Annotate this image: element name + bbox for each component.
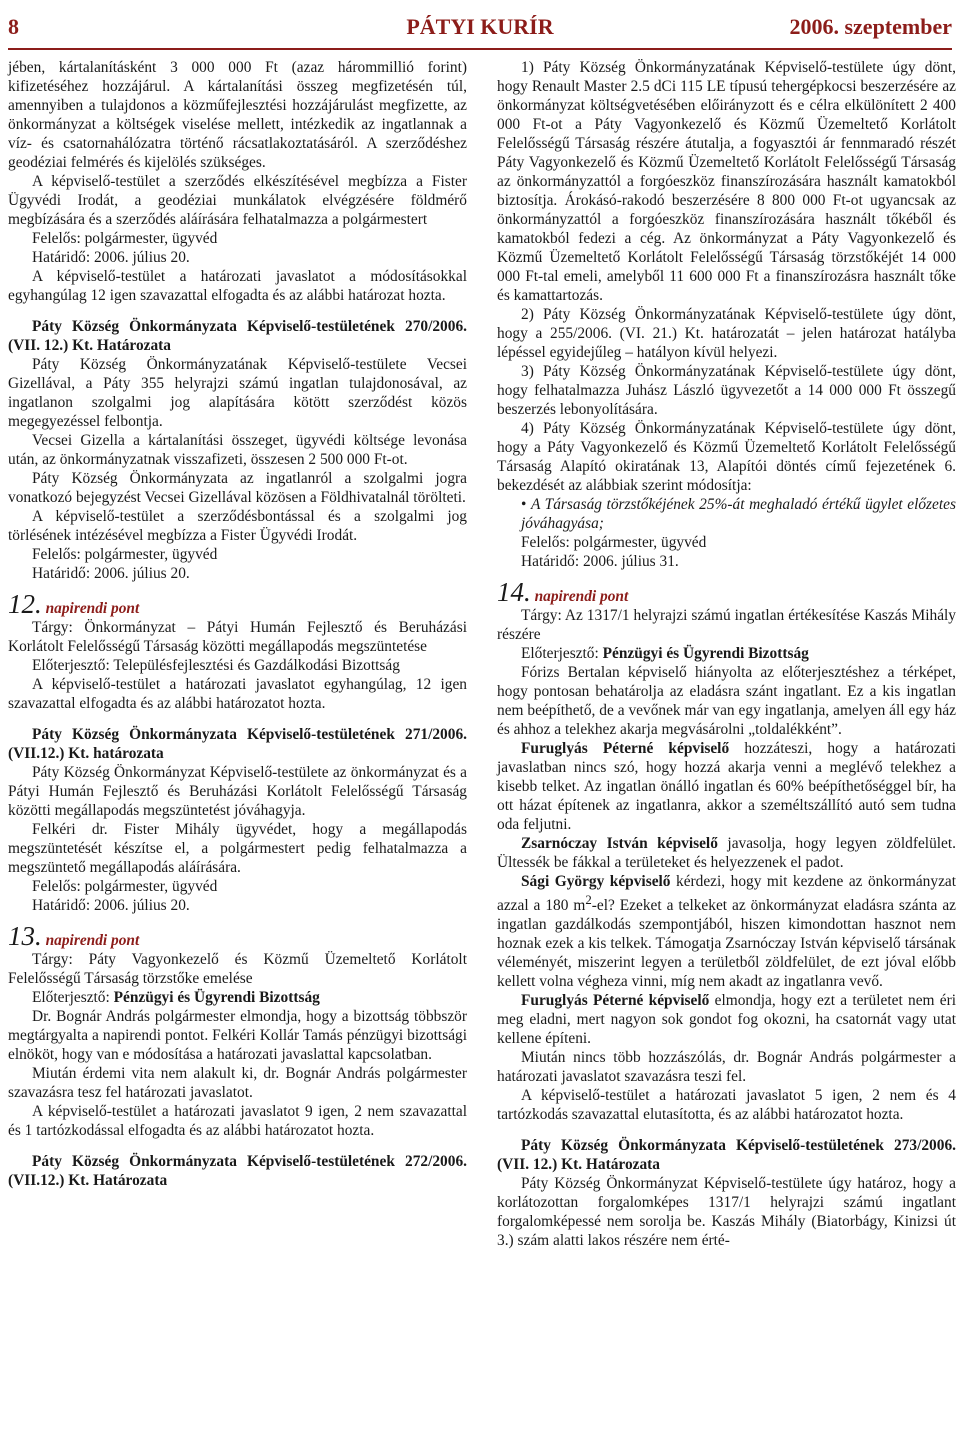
paragraph: Tárgy: Páty Vagyonkezelő és Közmű Üzemeltető Korlátolt Felelősségű Társaság törzstőke emelése bbox=[8, 951, 467, 987]
presenter-line: Előterjesztő: Településfejlesztési és Gazdálkodási Bizottság bbox=[32, 657, 400, 674]
deadline-line: Határidő: 2006. július 31. bbox=[521, 553, 679, 570]
paragraph: Páty Község Önkormányzat Képviselő-testülete úgy határoz, hogy a korlátozottan forgalomképes 1317/1 helyrajzi számú ingatlant forgalomképessé nem sorolja be. Kaszás Mihály (Biatorbágy, Kinizsi út 3.) szám alatti lakos részére nem érté- bbox=[497, 1175, 956, 1250]
paragraph: Felkéri dr. Fister Mihály ügyvédet, hogy a megállapodás megszüntetését készítse el, a polgármestert pedig felhatalmazza a megszüntető megállapodás aláírására. bbox=[8, 821, 467, 876]
speaker-name: Furuglyás Péterné képviselő bbox=[521, 740, 730, 757]
page-number: 8 bbox=[8, 14, 19, 39]
responsible-line: Felelős: polgármester, ügyvéd bbox=[32, 230, 218, 247]
paragraph: Furuglyás Péterné képviselő hozzáteszi, hogy a határozati javaslatban nincs szó, hogy hozzá akarja venni a meglévő telekhez a kisebb telket. Az ingatlan önálló ingatlan és 60% beépíthetőséggel bír, ha ott házat építenek az ingatlanra, akkor a személtszállító autó sem tudna oda feljutni. bbox=[497, 740, 957, 833]
resolution-title: Páty Község Önkormányzata Képviselő-testületének 272/2006. (VII.12.) Kt. Határozata bbox=[8, 1153, 467, 1189]
speaker-name: Zsarnóczay István képviselő bbox=[521, 835, 718, 852]
responsible-line: Felelős: polgármester, ügyvéd bbox=[32, 878, 218, 895]
paragraph: A képviselő-testület a határozati javaslatot 9 igen, 2 nem szavazattal és 1 tartózkodással elfogadta és az alábbi határozatot hozta. bbox=[8, 1103, 467, 1139]
agenda-label: napirendi pont bbox=[45, 600, 140, 617]
presenter-line: Előterjesztő: Pénzügyi és Ügyrendi Bizottság bbox=[521, 645, 809, 662]
paragraph: Zsarnóczay István képviselő javasolja, hogy legyen zöldfelület. Ültessék be fákkal a területeket és helyezzenek el padot. bbox=[497, 835, 956, 871]
header-rule bbox=[8, 48, 952, 50]
agenda-heading bbox=[8, 923, 467, 950]
paragraph: Miután érdemi vita nem alakult ki, dr. Bognár András polgármester szavazásra tesz fel határozati javaslatot. bbox=[8, 1065, 467, 1101]
paragraph: Vecsei Gizella a kártalanítási összeget, ügyvédi költsége levonása után, az önkormányzatnak visszafizeti, összesen 2 500 000 Ft-ot. bbox=[8, 432, 467, 468]
committee-name: Pénzügyi és Ügyrendi Bizottság bbox=[113, 989, 320, 1006]
speaker-name: Sági György képviselő bbox=[521, 873, 671, 890]
presenter-line: Előterjesztő: Pénzügyi és Ügyrendi Bizottság bbox=[32, 989, 320, 1006]
right-column bbox=[497, 58, 956, 1250]
deadline-line: Határidő: 2006. július 20. bbox=[32, 897, 190, 914]
bullet-icon: • bbox=[521, 496, 531, 513]
agenda-heading bbox=[497, 579, 956, 606]
paragraph: A képviselő-testület a határozati javaslatot 5 igen, 2 nem és 4 tartózkodás szavazattal elutasította, és az alábbi határozatot hozta. bbox=[497, 1087, 956, 1124]
paragraph: A képviselő-testület a szerződésbontással és a szolgalmi jog törlésének intézésével megbízza a Fister Ügyvédi Irodát. bbox=[8, 508, 467, 544]
paragraph: A képviselő-testület a szerződés elkészítésével megbízza a Fister Ügyvédi Irodát, a geodéziai munkálatok elvégzésére földmérő megbízására és a szerződés aláírására felhatalmazza a polgármestert bbox=[8, 173, 467, 228]
paragraph: Tárgy: Az 1317/1 helyrajzi számú ingatlan értékesítése Kaszás Mihály részére bbox=[497, 607, 956, 643]
resolution-title: Páty Község Önkormányzata Képviselő-testületének 271/2006. (VII.12.) Kt. határozata bbox=[8, 726, 467, 762]
agenda-number: 13. bbox=[8, 921, 42, 951]
paragraph: Páty Község Önkormányzata az ingatlanról a szolgalmi jogra vonatkozó bejegyzést Vecsei Gizellával közösen a Földhivatalnál törölteti. bbox=[8, 470, 467, 506]
paragraph: 2) Páty Község Önkormányzatának Képviselő-testülete úgy dönt, hogy a 255/2006. (VI. 21.) Kt. határozatát – jelen határozat hatályba lépéssel egyidejűleg – hatályon kívül helyezi. bbox=[497, 306, 956, 361]
paragraph: Miután nincs több hozzászólás, dr. Bognár András polgármester a határozati javaslatot szavazásra teszi fel. bbox=[497, 1049, 956, 1086]
agenda-number: 14. bbox=[497, 577, 531, 607]
responsible-line: Felelős: polgármester, ügyvéd bbox=[32, 546, 218, 563]
resolution-title: Páty Község Önkormányzata Képviselő-testületének 270/2006. (VII. 12.) Kt. Határozata bbox=[8, 318, 467, 354]
paragraph: 4) Páty Község Önkormányzatának Képviselő-testülete úgy dönt, hogy a Páty Vagyonkezelő és Közmű Üzemeltető Korlátolt Felelősségű Társaság Alapító okiratának 13, Alapítói döntés című fejezetének 6. bekezdését az alábbiak szerint módosítja: bbox=[497, 420, 956, 494]
committee-name: Pénzügyi és Ügyrendi Bizottság bbox=[602, 645, 809, 662]
bullet-item: • A Társaság törzstőkéjének 25%-át meghaladó értékű ügylet előzetes jóváhagyása; bbox=[521, 496, 956, 532]
left-column bbox=[8, 58, 467, 1190]
issue-date: 2006. szeptember bbox=[789, 14, 952, 39]
paragraph: jében, kártalanításként 3 000 000 Ft (azaz hárommillió forint) kifizetéséhez hozzájárul. A kártalanítási összeg megfizetésén túl, amennyiben a tulajdonos a közműfejlesztési hozzájárulást megfizette, az önkormányzat a költségek viselése mellett, intézkedik az ingatlannak a víz- és csatornahálózatra történő rácsatlakoztatásáról. A szerződéshez geodéziai felmérés és kijelölés szükséges. bbox=[8, 59, 467, 171]
agenda-label: napirendi pont bbox=[534, 588, 629, 605]
paragraph: Páty Község Önkormányzatának Képviselő-testülete Vecsei Gizellával, a Páty 355 helyrajzi számú ingatlan tulajdonosával, az ingatlanon szolgalmi jog alapítására kötött szerződést közös megegyezéssel felbontja. bbox=[8, 356, 467, 430]
paragraph: Fórizs Bertalan képviselő hiányolta az előterjesztéshez a térképet, hogy pontosan behatárolja az eladásra szánt ingatlant. Ez a kis ingatlan nem beépíthető, de a vevőnek már van egy ingatlanja, amelyen áll egy ház és ahhoz a telekhez akarja megvásárolni „toldalékként”. bbox=[497, 664, 956, 738]
paragraph: Páty Község Önkormányzat Képviselő-testülete az önkormányzat és a Pátyi Humán Fejlesztő és Beruházási Korlátolt Felelősségű Társaság közötti megállapodás megszüntetést jóváhagyja. bbox=[8, 764, 467, 819]
speaker-name: Furuglyás Péterné képviselő bbox=[521, 992, 710, 1010]
paragraph: 1) Páty Község Önkormányzatának Képviselő-testülete úgy dönt, hogy Renault Master 2.5 dCi 115 LE típusú tehergépkocsi beszerzésére az önkormányzat költségvetésében előirányzott és e célra elkülönített 2 400 000 Ft-ot a Páty Vagyonkezelő és Közmű Üzemeltető Korlátolt Felelősségű Társaság részére átutalja, a fogyasztói ár fennmaradó részét Páty Vagyonkezelő és Közmű Üzemeltető Korlátolt Felelősségű Társaság az önkormányzattól a forgóeszköz finanszírozására használt kamatokból biztosítja. Árokásó-rakodó beszerzésére 8 800 000 Ft-ot ugyancsak az önkormányzattól a forgóeszköz finanszírozására használt tőkéből és kamatokból fedezi a cég. Az önkormányzat a Páty Vagyonkezelő és Közmű Üzemeltető Korlátolt Felelősségű Társaság törzstőkéjét 14 000 000 Ft-tal emeli, amelyből 11 600 000 Ft a finanszírozásra használt tőke és kamattartozás. bbox=[497, 59, 956, 304]
deadline-line: Határidő: 2006. július 20. bbox=[32, 565, 190, 582]
paragraph: Tárgy: Önkormányzat – Pátyi Humán Fejlesztő és Beruházási Korlátolt Felelősségű Társaság közötti megállapodás megszüntetése bbox=[8, 619, 467, 655]
paragraph: Dr. Bognár András polgármester elmondja, hogy a bizottság többször megtárgyalta a napirendi pontot. Felkéri Kollár Tamás pénzügyi bizottsági elnököt, hogy van e módosítása a határozati javaslattal kapcsolatban. bbox=[8, 1008, 467, 1063]
agenda-heading bbox=[8, 591, 467, 618]
responsible-line: Felelős: polgármester, ügyvéd bbox=[521, 534, 707, 551]
publication-title: PÁTYI KURÍR bbox=[406, 14, 554, 39]
page-header bbox=[8, 14, 952, 42]
paragraph: A képviselő-testület a határozati javaslatot egyhangúlag, 12 igen szavazattal elfogadta és az alábbi határozatot hozta. bbox=[8, 676, 467, 712]
paragraph: A képviselő-testület a határozati javaslatot a módosításokkal egyhangúlag 12 igen szavazattal elfogadta és az alábbi határozat hozta. bbox=[8, 268, 467, 304]
agenda-label: napirendi pont bbox=[45, 932, 140, 949]
resolution-title: Páty Község Önkormányzata Képviselő-testületének 273/2006. (VII. 12.) Kt. Határozata bbox=[497, 1137, 956, 1174]
paragraph: Furuglyás Péterné képviselő elmondja, hogy ezt a területet nem éri meg eladni, mert nagyon sok gondot fog okozni, ha csatornát vagy utat kellene építeni. bbox=[497, 992, 956, 1048]
paragraph: Sági György képviselő kérdezi, hogy mit kezdene az önkormányzat azzal a 180 $m^2-el$? Ezeket a telkeket az önkormányzat eladásra szánta az ingatlan gazdálkodás szempontjából, hiszen kimondottan hasznot nem hoznak ezek a kis telkek. Támogatja Zsarnóczay István képviselő társának véleményét, miszerint legyen a területből zöldfelület, de ezt jóval előbb kellett volna végheza vinni, míg nem akadt az ingatlanra vevő. bbox=[497, 873, 957, 991]
paragraph: 3) Páty Község Önkormányzatának Képviselő-testülete úgy dönt, hogy felhatalmazza Juhász László ügyvezetőt a 14 000 000 Ft összegű beszerzés lebonyolítására. bbox=[497, 363, 956, 418]
agenda-number: 12. bbox=[8, 589, 42, 619]
deadline-line: Határidő: 2006. július 20. bbox=[32, 249, 190, 266]
